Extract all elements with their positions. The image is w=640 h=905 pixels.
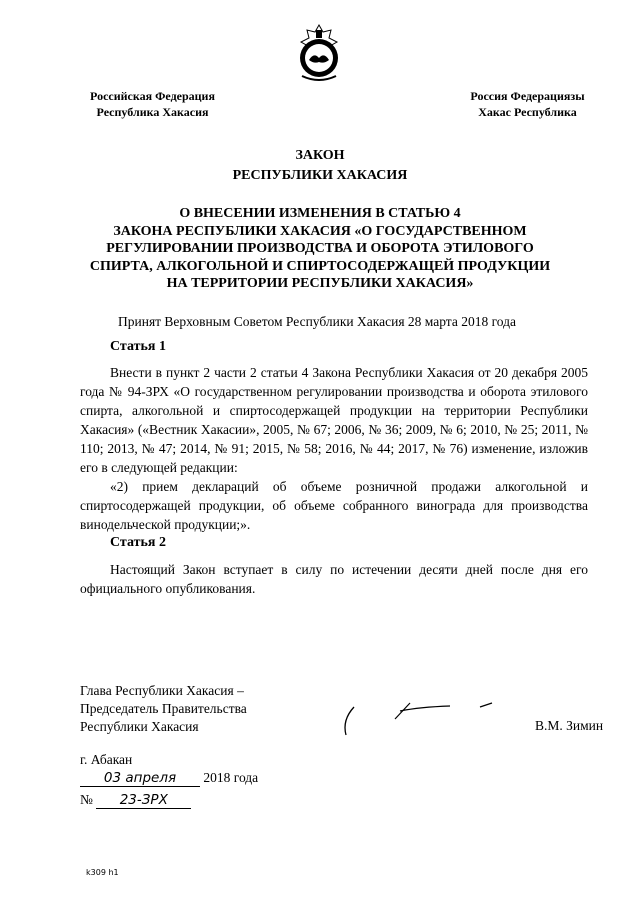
adopted-line: Принят Верховным Советом Республики Хакасия 28 марта 2018 года (118, 314, 517, 329)
coat-of-arms-emblem (290, 22, 348, 86)
law-title-line1: ЗАКОН (295, 148, 345, 163)
subtitle-line1: О ВНЕСЕНИИ ИЗМЕНЕНИЯ В СТАТЬЮ 4 (179, 206, 461, 221)
article2-paragraph1: Настоящий Закон вступает в силу по истечении десяти дней после дня его официального опубликования. (80, 562, 588, 596)
header-right (455, 88, 600, 120)
header-left-line1: Российская Федерация (90, 89, 215, 103)
article1-paragraph2: «2) прием деклараций об объеме розничной продажи алкогольной и спиртосодержащей продукции, об объеме собранного винограда для производства винодельческой продукции;». (80, 479, 588, 532)
subtitle-line5: НА ТЕРРИТОРИИ РЕСПУБЛИКИ ХАКАСИЯ» (166, 276, 474, 291)
signatory-title (80, 682, 247, 736)
law-title (0, 146, 640, 186)
article2-heading: Статья 2 (110, 535, 166, 550)
article1-paragraph1: Внести в пункт 2 части 2 статьи 4 Закона Республики Хакасия от 20 декабря 2005 года № 94-ЗРХ «О государственном регулировании производства и оборота этилового спирта, алкогольной и спиртосодержащей продукции на территории Республики Хакасия» («Вестник Хакасии», 2005, № 67; 2006, № 36; 2009, № 6; 2010, № 25; 2011, № 110; 2013, № 47; 2014, № 91; 2015, № 58; 2016, № 44; 2017, № 76) изменение, изложив его в следующей редакции: (80, 365, 588, 475)
law-title-line2: РЕСПУБЛИКИ ХАКАСИЯ (232, 168, 408, 183)
document-code: k309 h1 (86, 868, 119, 877)
signatory-line1: Глава Республики Хакасия – (80, 683, 244, 698)
handwritten-number: 23-ЗРХ (96, 792, 191, 809)
signing-date (80, 770, 258, 787)
handwritten-date: 03 апреля (80, 770, 200, 787)
header-left-line2: Республика Хакасия (96, 105, 209, 119)
date-year: 2018 года (203, 770, 259, 785)
header-left (80, 88, 225, 120)
handwritten-signature (340, 695, 510, 745)
header-right-line1: Россия Федерациязы (470, 89, 585, 103)
article1-heading: Статья 1 (110, 339, 166, 354)
subtitle-line3: РЕГУЛИРОВАНИИ ПРОИЗВОДСТВА И ОБОРОТА ЭТИЛОВОГО (106, 241, 534, 256)
law-number (80, 792, 191, 809)
law-subtitle (70, 205, 570, 293)
subtitle-line4: СПИРТА, АЛКОГОЛЬНОЙ И СПИРТОСОДЕРЖАЩЕЙ ПРОДУКЦИИ (89, 258, 551, 274)
signatory-name: В.М. Зимин (535, 718, 604, 733)
signatory-line3: Республики Хакасия (80, 719, 199, 734)
subtitle-line2: ЗАКОНА РЕСПУБЛИКИ ХАКАСИЯ «О ГОСУДАРСТВЕННОМ (113, 223, 527, 239)
signatory-line2: Председатель Правительства (80, 701, 247, 716)
place-of-signing: г. Абакан (80, 752, 133, 767)
number-sign: № (80, 792, 93, 807)
header-right-line2: Хакас Республика (478, 105, 577, 119)
